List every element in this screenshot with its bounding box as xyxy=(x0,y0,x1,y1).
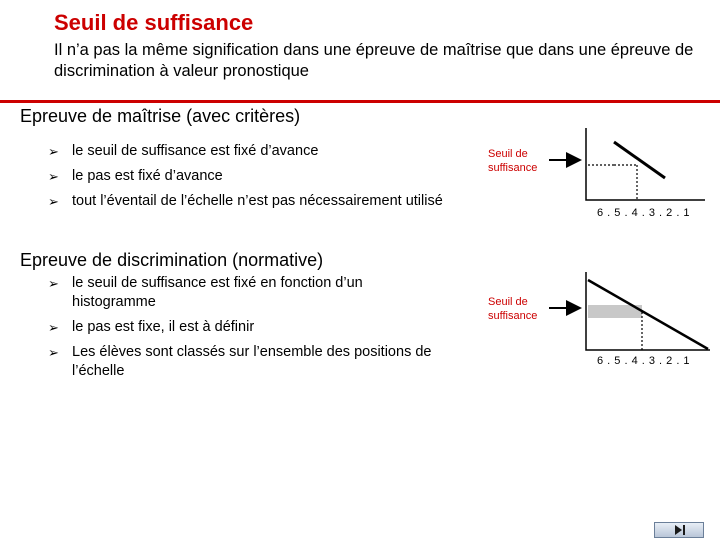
next-slide-icon xyxy=(674,524,686,536)
arrow-right-icon: ➢ xyxy=(48,194,59,209)
list-item: ➢ le seuil de suffisance est fixé d’avance xyxy=(48,143,319,159)
scale-labels-discrimination: 6 . 5 . 4 . 3 . 2 . 1 xyxy=(597,355,691,367)
arrow-right-icon: ➢ xyxy=(48,144,59,159)
next-slide-button[interactable] xyxy=(654,522,704,538)
section-heading-discrimination: Epreuve de discrimination (normative) xyxy=(20,250,324,270)
threshold-label-mastery: Seuil de suffisance xyxy=(488,148,538,174)
section-heading-mastery: Epreuve de maîtrise (avec critères) xyxy=(20,106,301,126)
mastery-diagram xyxy=(549,128,705,200)
score-line xyxy=(614,142,665,178)
arrow-right-icon: ➢ xyxy=(48,345,59,360)
list-item: ➢ Les élèves sont classés sur l’ensemble des positions de l’échelle xyxy=(48,344,432,379)
arrow-right-icon: ➢ xyxy=(48,276,59,291)
scale-labels-mastery: 6 . 5 . 4 . 3 . 2 . 1 xyxy=(597,207,691,219)
arrow-right-icon: ➢ xyxy=(48,320,59,335)
list-item: ➢ le pas est fixe, il est à définir xyxy=(48,319,255,335)
slide-subtitle: Il n’a pas la même signification dans une épreuve de maîtrise que dans une épreuve de discrimination à valeur pronostique xyxy=(54,41,694,80)
list-item: ➢ tout l’éventail de l’échelle n’est pas nécessairement utilisé xyxy=(48,193,443,209)
slide-title: Seuil de suffisance xyxy=(54,10,254,35)
discrimination-diagram xyxy=(549,272,710,350)
arrow-right-icon: ➢ xyxy=(48,169,59,184)
list-item: ➢ le seuil de suffisance est fixé en fonction d’un histogramme xyxy=(48,275,363,310)
threshold-label-discrimination: Seuil de suffisance xyxy=(488,296,538,322)
list-item: ➢ le pas est fixé d’avance xyxy=(48,168,223,184)
